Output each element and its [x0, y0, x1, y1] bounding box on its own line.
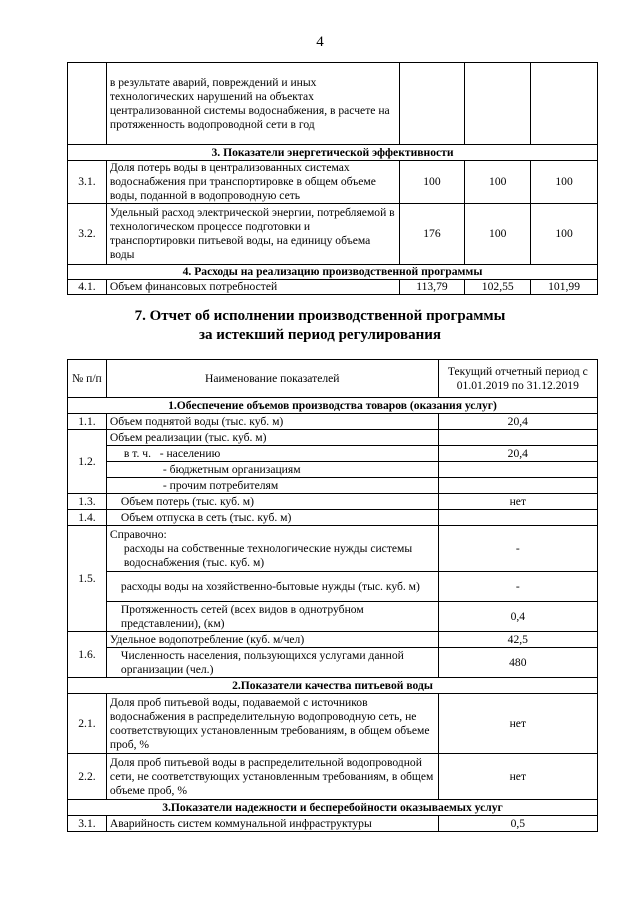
table-row — [68, 816, 598, 832]
row-text: - бюджетным организациям — [106, 462, 438, 478]
value-cell: 101,99 — [531, 280, 598, 295]
report-table — [67, 359, 598, 832]
value-cell: 0,4 — [438, 602, 597, 632]
value-cell: 100 — [465, 161, 531, 204]
row-number: 1.3. — [68, 494, 107, 510]
row-number: 3.1. — [68, 161, 107, 204]
table-row — [68, 632, 598, 648]
indicators-table-continued — [67, 62, 598, 295]
table-row — [68, 526, 598, 572]
section-title: 2.Показатели качества питьевой воды — [68, 678, 598, 694]
column-header-number: № п/п — [68, 360, 107, 398]
table-row — [68, 510, 598, 526]
row-text: Объем финансовых потребностей — [106, 280, 399, 295]
row-text: Доля проб питьевой воды, подаваемой с источников водоснабжения в распределительную водопроводную сеть, не соответствующих установленным требованиям, в общем объеме проб, % — [106, 694, 438, 754]
section-header — [68, 678, 598, 694]
row-prefix: в т. ч. — [123, 446, 151, 460]
row-text: Протяженность сетей (всех видов в однотрубном представлении), (км) — [106, 602, 438, 632]
row-number: 4.1. — [68, 280, 107, 295]
page-number: 4 — [316, 34, 324, 50]
value-cell: 0,5 — [438, 816, 597, 832]
row-text: Доля проб питьевой воды в распределительной водопроводной сети, не соответствующих установленным требованиям, в общем объеме проб, % — [106, 754, 438, 800]
row-label: Справочно: — [109, 527, 167, 541]
row-text: Объем потерь (тыс. куб. м) — [106, 494, 438, 510]
row-text: Удельный расход электрической энергии, потребляемой в технологическом процессе подготовки и транспортировки питьевой воды, на единицу объема воды — [106, 204, 399, 265]
value-cell: 480 — [438, 648, 597, 678]
value-cell: - — [438, 526, 597, 572]
column-header-period: Текущий отчетный период с 01.01.2019 по 31.12.2019 — [438, 360, 597, 398]
row-subtext: расходы на собственные технологические нужды системы водоснабжения (тыс. куб. м) — [123, 541, 413, 569]
value-cell: 176 — [399, 204, 465, 265]
row-text — [106, 446, 438, 462]
table-header-row — [68, 360, 598, 398]
table-row — [68, 462, 598, 478]
section-title: 4. Расходы на реализацию производственной программы — [68, 265, 598, 280]
row-number: 3.2. — [68, 204, 107, 265]
row-number: 1.6. — [68, 632, 107, 678]
row-number: 1.1. — [68, 414, 107, 430]
heading-line-2: за истекший период регулирования — [198, 327, 442, 343]
table-row — [68, 694, 598, 754]
table-row — [68, 414, 598, 430]
value-cell: 113,79 — [399, 280, 465, 295]
value-cell: 100 — [399, 161, 465, 204]
row-text: Объем реализации (тыс. куб. м) — [106, 430, 438, 446]
row-text: расходы воды на хозяйственно-бытовые нужды (тыс. куб. м) — [106, 572, 438, 602]
row-text: Объем отпуска в сеть (тыс. куб. м) — [106, 510, 438, 526]
row-text: в результате аварий, повреждений и иных технологических нарушений на объектах централизованной системы водоснабжения, в расчете на протяженность водопроводной сети в год — [106, 63, 399, 145]
table-row — [68, 754, 598, 800]
table-row — [68, 478, 598, 494]
row-number: 2.1. — [68, 694, 107, 754]
row-text: Удельное водопотребление (куб. м/чел) — [106, 632, 438, 648]
value-cell: 100 — [531, 161, 598, 204]
table-row — [68, 494, 598, 510]
value-cell: нет — [438, 754, 597, 800]
section-title: 3. Показатели энергетической эффективности — [68, 145, 598, 161]
value-cell: нет — [438, 494, 597, 510]
table-row — [68, 446, 598, 462]
section-header — [68, 145, 598, 161]
section-heading — [0, 307, 640, 345]
row-text: Аварийность систем коммунальной инфраструктуры — [106, 816, 438, 832]
value-cell: 42,5 — [438, 632, 597, 648]
row-number: 1.2. — [68, 430, 107, 494]
row-subtext: - населению — [159, 446, 221, 460]
column-header-name: Наименование показателей — [106, 360, 438, 398]
row-number: 1.4. — [68, 510, 107, 526]
section-header — [68, 398, 598, 414]
row-text: Объем поднятой воды (тыс. куб. м) — [106, 414, 438, 430]
table-row — [68, 204, 598, 265]
value-cell: 102,55 — [465, 280, 531, 295]
section-title: 3.Показатели надежности и бесперебойности оказываемых услуг — [68, 800, 598, 816]
section-header — [68, 800, 598, 816]
value-cell: 20,4 — [438, 414, 597, 430]
value-cell: - — [438, 572, 597, 602]
heading-line-1: 7. Отчет об исполнении производственной программы — [134, 308, 506, 324]
table-row — [68, 572, 598, 602]
value-cell: 20,4 — [438, 446, 597, 462]
row-text: Численность населения, пользующихся услугами данной организации (чел.) — [106, 648, 438, 678]
row-text — [106, 526, 438, 572]
section-header — [68, 265, 598, 280]
row-number: 1.5. — [68, 526, 107, 632]
value-cell: нет — [438, 694, 597, 754]
section-title: 1.Обеспечение объемов производства товаров (оказания услуг) — [68, 398, 598, 414]
table-row — [68, 602, 598, 632]
row-text: - прочим потребителям — [106, 478, 438, 494]
table-row — [68, 161, 598, 204]
table-row — [68, 430, 598, 446]
row-number: 2.2. — [68, 754, 107, 800]
value-cell: 100 — [531, 204, 598, 265]
table-row — [68, 648, 598, 678]
value-cell: 100 — [465, 204, 531, 265]
table-row — [68, 280, 598, 295]
table-row — [68, 63, 598, 145]
row-text: Доля потерь воды в централизованных системах водоснабжения при транспортировке в общем объеме воды, поданной в водопроводную сеть — [106, 161, 399, 204]
row-number: 3.1. — [68, 816, 107, 832]
